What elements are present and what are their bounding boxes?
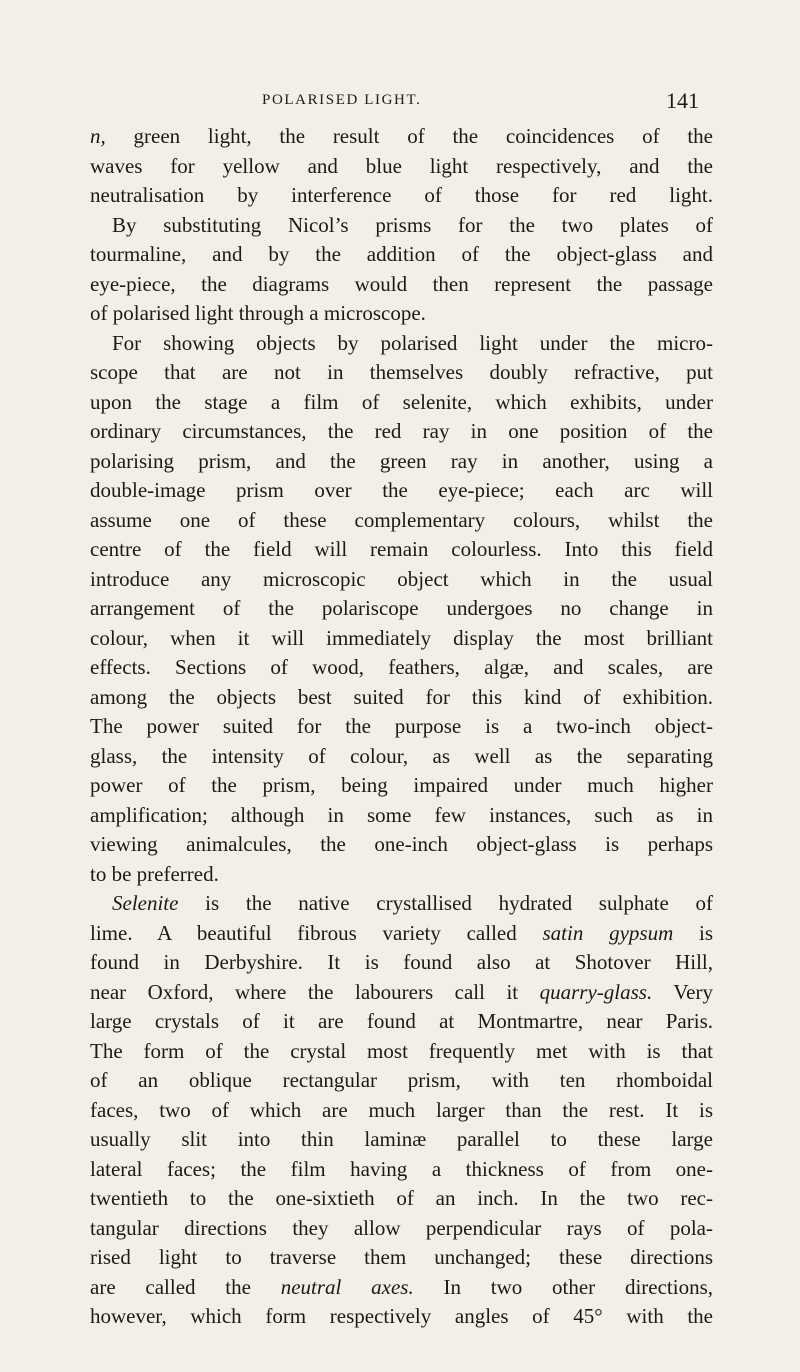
text-segment: colour, when it will immediately display the most brilliant xyxy=(90,625,713,650)
text-segment: waves for yellow and blue light respectively, and the xyxy=(90,153,713,178)
text-line xyxy=(90,1184,713,1214)
text-segment: ordinary circumstances, the red ray in one position of the xyxy=(90,419,713,443)
text-segment: to be preferred. xyxy=(90,861,219,886)
text-line xyxy=(90,801,713,831)
text-segment: of polarised light through a microscope. xyxy=(90,301,426,325)
text-segment: eye-piece, the diagrams would then represent the passage xyxy=(90,271,713,296)
text-segment: centre of the field will remain colourless. Into this field xyxy=(90,537,713,561)
text-segment: effects. Sections of wood, feathers, algæ, and scales, are xyxy=(90,655,713,679)
text-line xyxy=(90,1037,713,1067)
page-number: 141 xyxy=(666,88,699,113)
text-segment: In two other directions, xyxy=(413,1274,714,1299)
text-segment: upon the stage a film of selenite, which exhibits, under xyxy=(90,389,713,414)
text-segment: however, which form respectively angles of 45° with the xyxy=(90,1304,713,1328)
text-line xyxy=(90,978,713,1008)
text-segment: green light, the result of the coincidences of the xyxy=(105,124,713,148)
text-line xyxy=(90,771,713,801)
text-line xyxy=(90,329,713,359)
text-segment: Very xyxy=(652,979,713,1004)
text-line xyxy=(90,1273,713,1303)
text-line xyxy=(90,211,713,241)
text-segment: is xyxy=(673,920,713,945)
text-segment: glass, the intensity of colour, as well as the separating xyxy=(90,743,713,768)
text-line xyxy=(90,476,713,506)
text-segment: assume one of these complementary colours, whilst the xyxy=(90,507,713,532)
text-line xyxy=(90,948,713,978)
text-line xyxy=(90,152,713,182)
text-line xyxy=(90,299,713,329)
text-line xyxy=(90,1096,713,1126)
text-segment: scope that are not in themselves doubly refractive, put xyxy=(90,360,713,384)
text-line xyxy=(90,1125,713,1155)
text-line xyxy=(90,535,713,565)
text-line xyxy=(90,1302,713,1332)
italic-term: neutral axes. xyxy=(280,1274,414,1299)
text-segment: among the objects best suited for this kind of exhibition. xyxy=(90,684,713,709)
text-line xyxy=(90,860,713,890)
text-segment: The power suited for the purpose is a two-inch object- xyxy=(90,714,713,738)
text-segment: is the native crystallised hydrated sulphate of xyxy=(178,891,713,915)
text-line xyxy=(90,388,713,418)
text-line xyxy=(90,240,713,270)
text-segment: lime. A beautiful fibrous variety called xyxy=(90,920,543,945)
text-segment: large crystals of it are found at Montmartre, near Paris. xyxy=(90,1009,713,1033)
text-segment: double-image prism over the eye-piece; each arc will xyxy=(90,478,713,502)
italic-term: quarry-glass. xyxy=(539,979,653,1004)
text-segment: tangular directions they allow perpendicular rays of pola- xyxy=(90,1215,713,1240)
text-line xyxy=(90,447,713,477)
text-line xyxy=(90,506,713,536)
text-segment: found in Derbyshire. It is found also at Shotover Hill, xyxy=(90,950,713,974)
running-head xyxy=(0,88,800,118)
text-line xyxy=(90,712,713,742)
running-head-title: POLARISED LIGHT. xyxy=(262,92,422,108)
text-segment: usually slit into thin laminæ parallel to these large xyxy=(90,1127,713,1151)
text-line xyxy=(90,1155,713,1185)
text-segment: By substituting Nicol’s prisms for the two plates of xyxy=(112,212,713,237)
text-line xyxy=(90,1243,713,1273)
text-segment: tourmaline, and by the addition of the object-glass and xyxy=(90,242,713,266)
body-text xyxy=(90,122,713,1332)
italic-term: satin gypsum xyxy=(542,920,674,945)
text-segment: For showing objects by polarised light under the micro- xyxy=(112,330,713,355)
text-segment: viewing animalcules, the one-inch object-glass is perhaps xyxy=(90,832,713,856)
text-segment: rised light to traverse them unchanged; these directions xyxy=(90,1245,713,1269)
text-line xyxy=(90,683,713,713)
text-segment: neutralisation by interference of those for red light. xyxy=(90,183,713,207)
text-line xyxy=(90,1007,713,1037)
text-segment: polarising prism, and the green ray in another, using a xyxy=(90,448,713,473)
text-segment: faces, two of which are much larger than the rest. It is xyxy=(90,1097,713,1122)
text-segment: are called the xyxy=(90,1274,281,1299)
text-line xyxy=(90,181,713,211)
text-line xyxy=(90,565,713,595)
italic-term: n, xyxy=(90,124,106,148)
text-segment: twentieth to the one-sixtieth of an inch. In the two rec- xyxy=(90,1186,713,1210)
text-line xyxy=(90,653,713,683)
text-line xyxy=(90,270,713,300)
text-line xyxy=(90,1214,713,1244)
text-segment: lateral faces; the film having a thickness of from one- xyxy=(90,1156,713,1181)
text-line xyxy=(90,830,713,860)
text-line xyxy=(90,889,713,919)
text-segment: amplification; although in some few instances, such as in xyxy=(90,802,713,827)
text-line xyxy=(90,919,713,949)
text-line xyxy=(90,122,713,152)
text-segment: near Oxford, where the labourers call it xyxy=(90,979,540,1004)
text-segment: power of the prism, being impaired under much higher xyxy=(90,773,713,797)
text-segment: The form of the crystal most frequently met with is that xyxy=(90,1038,713,1063)
italic-term: Selenite xyxy=(112,891,179,915)
text-line xyxy=(90,417,713,447)
text-segment: arrangement of the polariscope undergoes no change in xyxy=(90,596,713,620)
text-segment: introduce any microscopic object which in the usual xyxy=(90,566,713,591)
text-line xyxy=(90,594,713,624)
text-line xyxy=(90,358,713,388)
text-line xyxy=(90,624,713,654)
text-segment: of an oblique rectangular prism, with ten rhomboidal xyxy=(90,1068,713,1092)
text-line xyxy=(90,742,713,772)
text-line xyxy=(90,1066,713,1096)
